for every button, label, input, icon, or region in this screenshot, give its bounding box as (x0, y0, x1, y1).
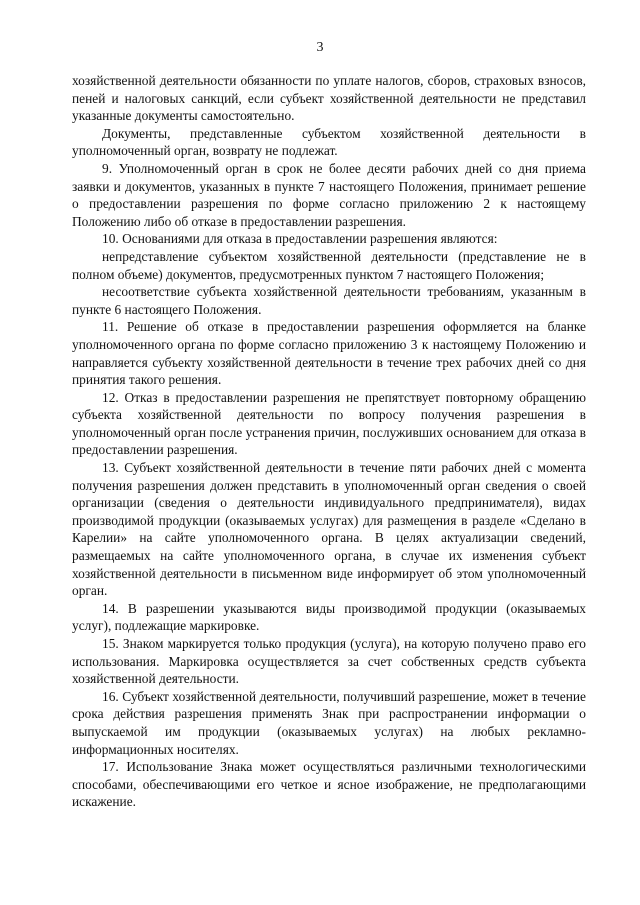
paragraph-clause-16: 16. Субъект хозяйственной деятельности, получивший разрешение, может в течение срока действия разрешения применять Знак при распространении информации о выпускаемой им продукции (оказываемых услугах) на любых рекламно-информационных носителях. (72, 688, 586, 757)
document-body (72, 72, 586, 811)
paragraph-clause-17: 17. Использование Знака может осуществляться различными технологическими способами, обеспечивающими его четкое и ясное изображение, не предполагающими искажение. (72, 759, 586, 810)
paragraph-clause-10: 10. Основаниями для отказа в предоставлении разрешения являются: (102, 231, 498, 247)
paragraph-continuation: хозяйственной деятельности обязанности по уплате налогов, сборов, страховых взносов, пеней и налоговых санкций, если субъект хозяйственной деятельности не представил указанные документы самостоятельно. (72, 73, 586, 124)
page-number: 3 (316, 40, 324, 55)
paragraph-clause-9: 9. Уполномоченный орган в срок не более десяти рабочих дней со дня приема заявки и документов, указанных в пункте 7 настоящего Положения, принимает решение о предоставлении разрешения по форме согласно приложению 2 к настоящему Положению либо об отказе в предоставлении разрешения. (72, 160, 586, 229)
paragraph-clause-10-item-2: несоответствие субъекта хозяйственной деятельности требованиям, указанным в пункте 6 настоящего Положения. (72, 284, 586, 317)
paragraph-clause-10-item-1: непредставление субъектом хозяйственной деятельности (представление не в полном объеме) документов, предусмотренных пунктом 7 настоящего Положения; (72, 248, 586, 282)
paragraph-clause-14: 14. В разрешении указываются виды производимой продукции (оказываемых услуг), подлежащие маркировке. (72, 600, 586, 634)
paragraph-clause-11: 11. Решение об отказе в предоставлении разрешения оформляется на бланке уполномоченного органа по форме согласно приложению 3 к настоящему Положению и направляется субъекту хозяйственной деятельности в течение трех рабочих дней со дня принятия такого решения. (72, 319, 586, 388)
paragraph-clause-13: 13. Субъект хозяйственной деятельности в течение пяти рабочих дней с момента получения разрешения должен представить в уполномоченный орган сведения о своей организации (сведения о деятельности индивидуального предпринимателя), видах производимой продукции (оказываемых услугах) для размещения в разделе «Сделано в Карелии» на сайте уполномоченного органа. В целях актуализации сведений, размещаемых на сайте уполномоченного органа, в случае их изменения субъект хозяйственной деятельности в письменном виде информирует об этом уполномоченный орган. (72, 460, 586, 599)
paragraph-clause-12: 12. Отказ в предоставлении разрешения не препятствует повторному обращению субъекта хозяйственной деятельности по вопросу получения разрешения в уполномоченный орган после устранения причин, послуживших основанием для отказа в предоставлении разрешения. (72, 389, 586, 458)
paragraph-clause-15: 15. Знаком маркируется только продукция (услуга), на которую получено право его использования. Маркировка осуществляется за счет собственных средств субъекта хозяйственной деятельности. (72, 636, 586, 687)
paragraph-documents-not-returned: Документы, представленные субъектом хозяйственной деятельности в уполномоченный орган, возврату не подлежат. (72, 125, 586, 159)
